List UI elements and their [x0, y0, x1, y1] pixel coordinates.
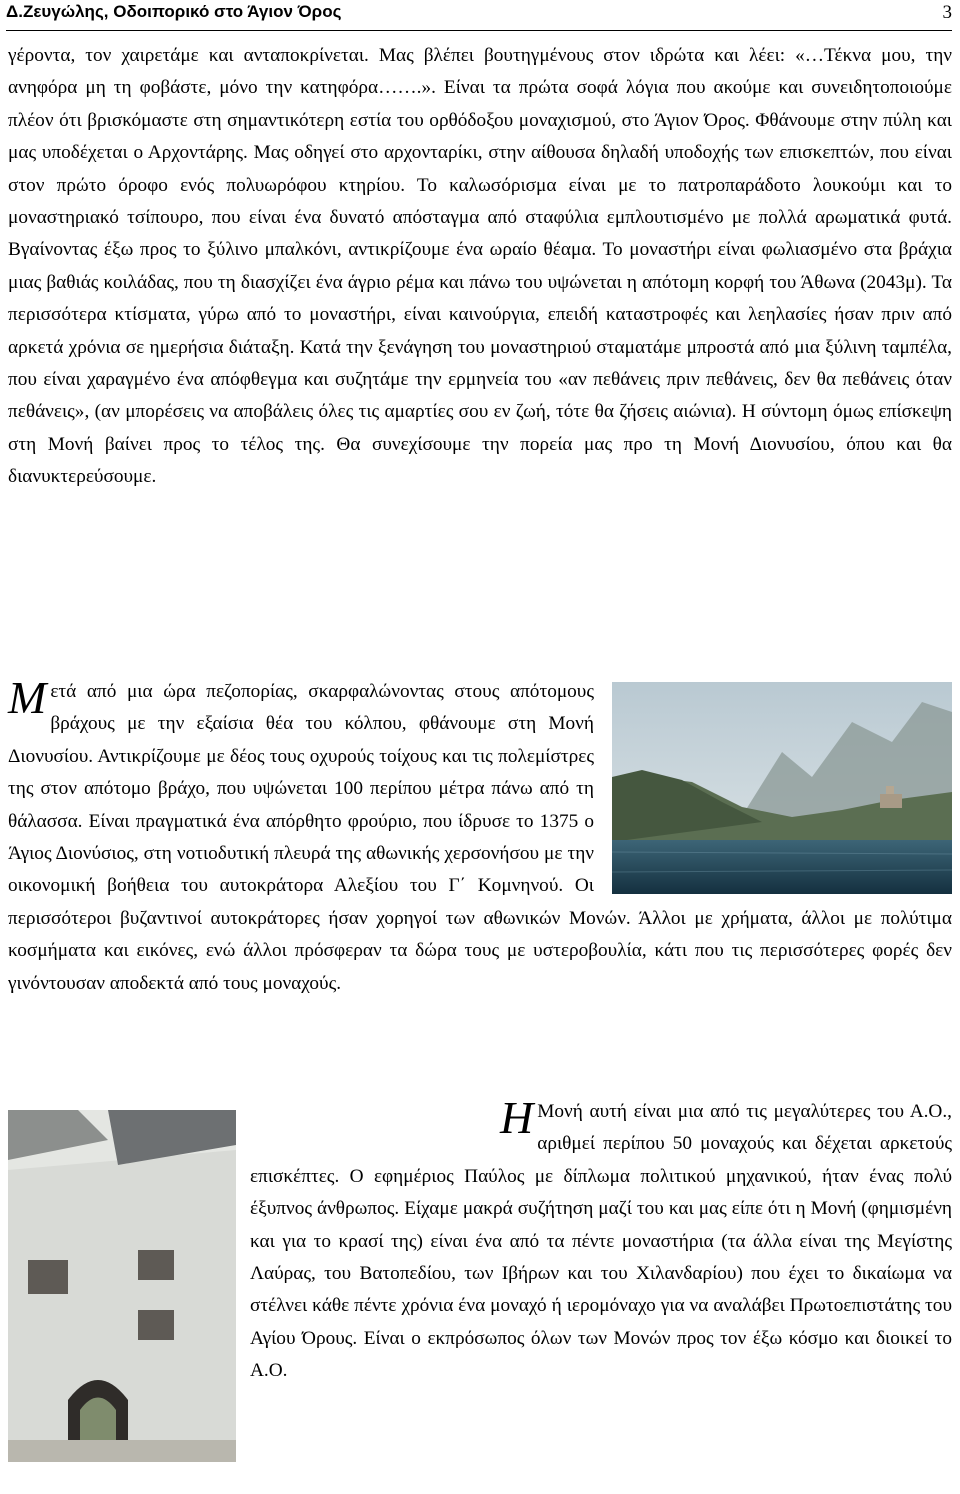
paragraph-2-text: ετά από μια ώρα πεζοπορίας, σκαρφαλώνοντας στους απότομους βράχους με την εξαίσια θέα του κόλπου, φθάνουμε στη Μονή Διονυσίου. Αντικρίζουμε με δέος τους οχυρούς τοίχους και τις πολεμίστρες της στον απότομο βράχο, που υψώνεται 100 περίπου μέτρα πάνω από τη θάλασσα. Είναι πραγματικά ένα απόρθητο φρούριο, που ίδρυσε το 1375 ο Άγιος Διονύσιος, στη νοτιοδυτική πλευρά της αθωνικής χερσονήσου με την οικονομική βοήθεια του αυτοκράτορα Αλεξίου του Γ΄ Κομνηνού. Οι περισσότεροι βυζαντινοί αυτοκράτορες ήσαν χορηγοί των αθωνικών Μονών. Άλλοι με χρήματα, άλλοι με πολύτιμα κοσμήματα και εικόνες, ενώ άλλοι πρόσφεραν τα δώρα τους με υστεροβουλία, κάτι που τις περισσότερες φορές δεν γινόντουσαν αποδεκτά από τους μοναχούς.	[8, 681, 952, 994]
paragraph-3-text: Μονή αυτή είναι μια από τις μεγαλύτερες του Α.Ο., αριθμεί περίπου 50 μοναχούς και δέχεται αρκετούς επισκέπτες. Ο εφημέριος Παύλος με δίπλωμα πολιτικού μηχανικού, ήταν ένας πολύ έξυπνος άνθρωπος. Είχαμε μακρά συζήτηση μαζί του και μας είπε ότι η Μονή (φημισμένη και για το κρασί της) είναι ένα από τα πέντε μοναστήρια (τα άλλα είναι της Μεγίστης Λαύρας, του Βατοπεδίου, των Ιβήρων και του Χιλανδαρίου) που έχει το δικαίωμα να στέλνει κάθε πέντε χρόνια ένα μοναχό ή ιερομόναχο για να αναλάβει Πρωτοεπιστάτης του Αγίου Όρους. Είναι ο εκπρόσωπος όλων των Μονών προς τον έξω κόσμο και διοικεί το Α.Ο.	[250, 1101, 952, 1382]
paragraph-1: γέροντα, τον χαιρετάμε και ανταποκρίνεται. Μας βλέπει βουτηγμένους στον ιδρώτα και λέει: «…Τέκνα μου, την ανηφόρα μη τη φοβάστε, μόνο την κατηφόρα…….». Είναι τα πρώτα σοφά λόγια που ακούμε και συνειδητοποιούμε πλέον ότι βρισκόμαστε στη σημαντικότερη εστία του ορθόδοξου μοναχισμού, στο Άγιον Όρος. Φθάνουμε στην πύλη και μας υποδέχεται ο Αρχοντάρης. Μας οδηγεί στο αρχονταρίκι, στην αίθουσα δηλαδή υποδοχής των επισκεπτών, που είναι στον πρώτο όροφο ενός πολυωρόφου κτηρίου. Το καλωσόρισμα είναι με το πατροπαράδοτο λουκούμι και το μοναστηριακό τσίπουρο, που είναι ένα δυνατό απόσταγμα από σταφύλια εμπλουτισμένο με πολλά αρωματικά φυτά. Βγαίνοντας έξω προς το ξύλινο μπαλκόνι, αντικρίζουμε ένα ωραίο θέαμα. Το μοναστήρι είναι φωλιασμένο στα βράχια μιας βαθιάς κοιλάδας, που τη διασχίζει ένα άγριο ρέμα και πάνω του υψώνεται η απότομη κορφή του Άθωνα (2043μ). Τα περισσότερα κτίσματα, γύρω από το μοναστήρι, είναι καινούργια, επειδή καταστροφές και λεηλασίες ήσαν πριν από αρκετά χρόνια σε ημερήσια διάταξη. Κατά την ξενάγηση του μοναστηριού σταματάμε μπροστά από μια ξύλινη ταμπέλα, που είναι χαραγμένο ένα απόφθεγμα και συζητάμε την ερμηνεία του «αν πεθάνεις πριν πεθάνεις, δεν θα πεθάνεις όταν πεθάνεις», (αν μπορέσεις να αποβάλεις όλες τις αμαρτίες σου εν ζωή, τότε θα ζήσεις αιώνια). Η σύντομη όμως επίσκεψη στη Μονή βαίνει προς το τέλος της. Θα συνεχίσουμε την πορεία μας προ τη Μονή Διονυσίου, όπου και θα διανυκτερεύσουμε.	[8, 45, 952, 488]
paragraph-3	[8, 1092, 952, 1466]
arch-photo-drawing	[8, 1110, 236, 1462]
monastery-arch-photo	[8, 1110, 236, 1462]
monastery-sea-photo	[612, 682, 952, 894]
header-title: Δ.Ζευγώλης, Οδοιπορικό στο Άγιον Όρος	[6, 2, 342, 21]
dropcap-m: Μ	[8, 672, 47, 723]
page-header	[6, 0, 952, 31]
paragraph-2	[8, 672, 952, 1000]
dropcap-i: Η	[500, 1092, 534, 1143]
page-number: 3	[942, 2, 952, 23]
sea-photo-drawing	[612, 682, 952, 894]
